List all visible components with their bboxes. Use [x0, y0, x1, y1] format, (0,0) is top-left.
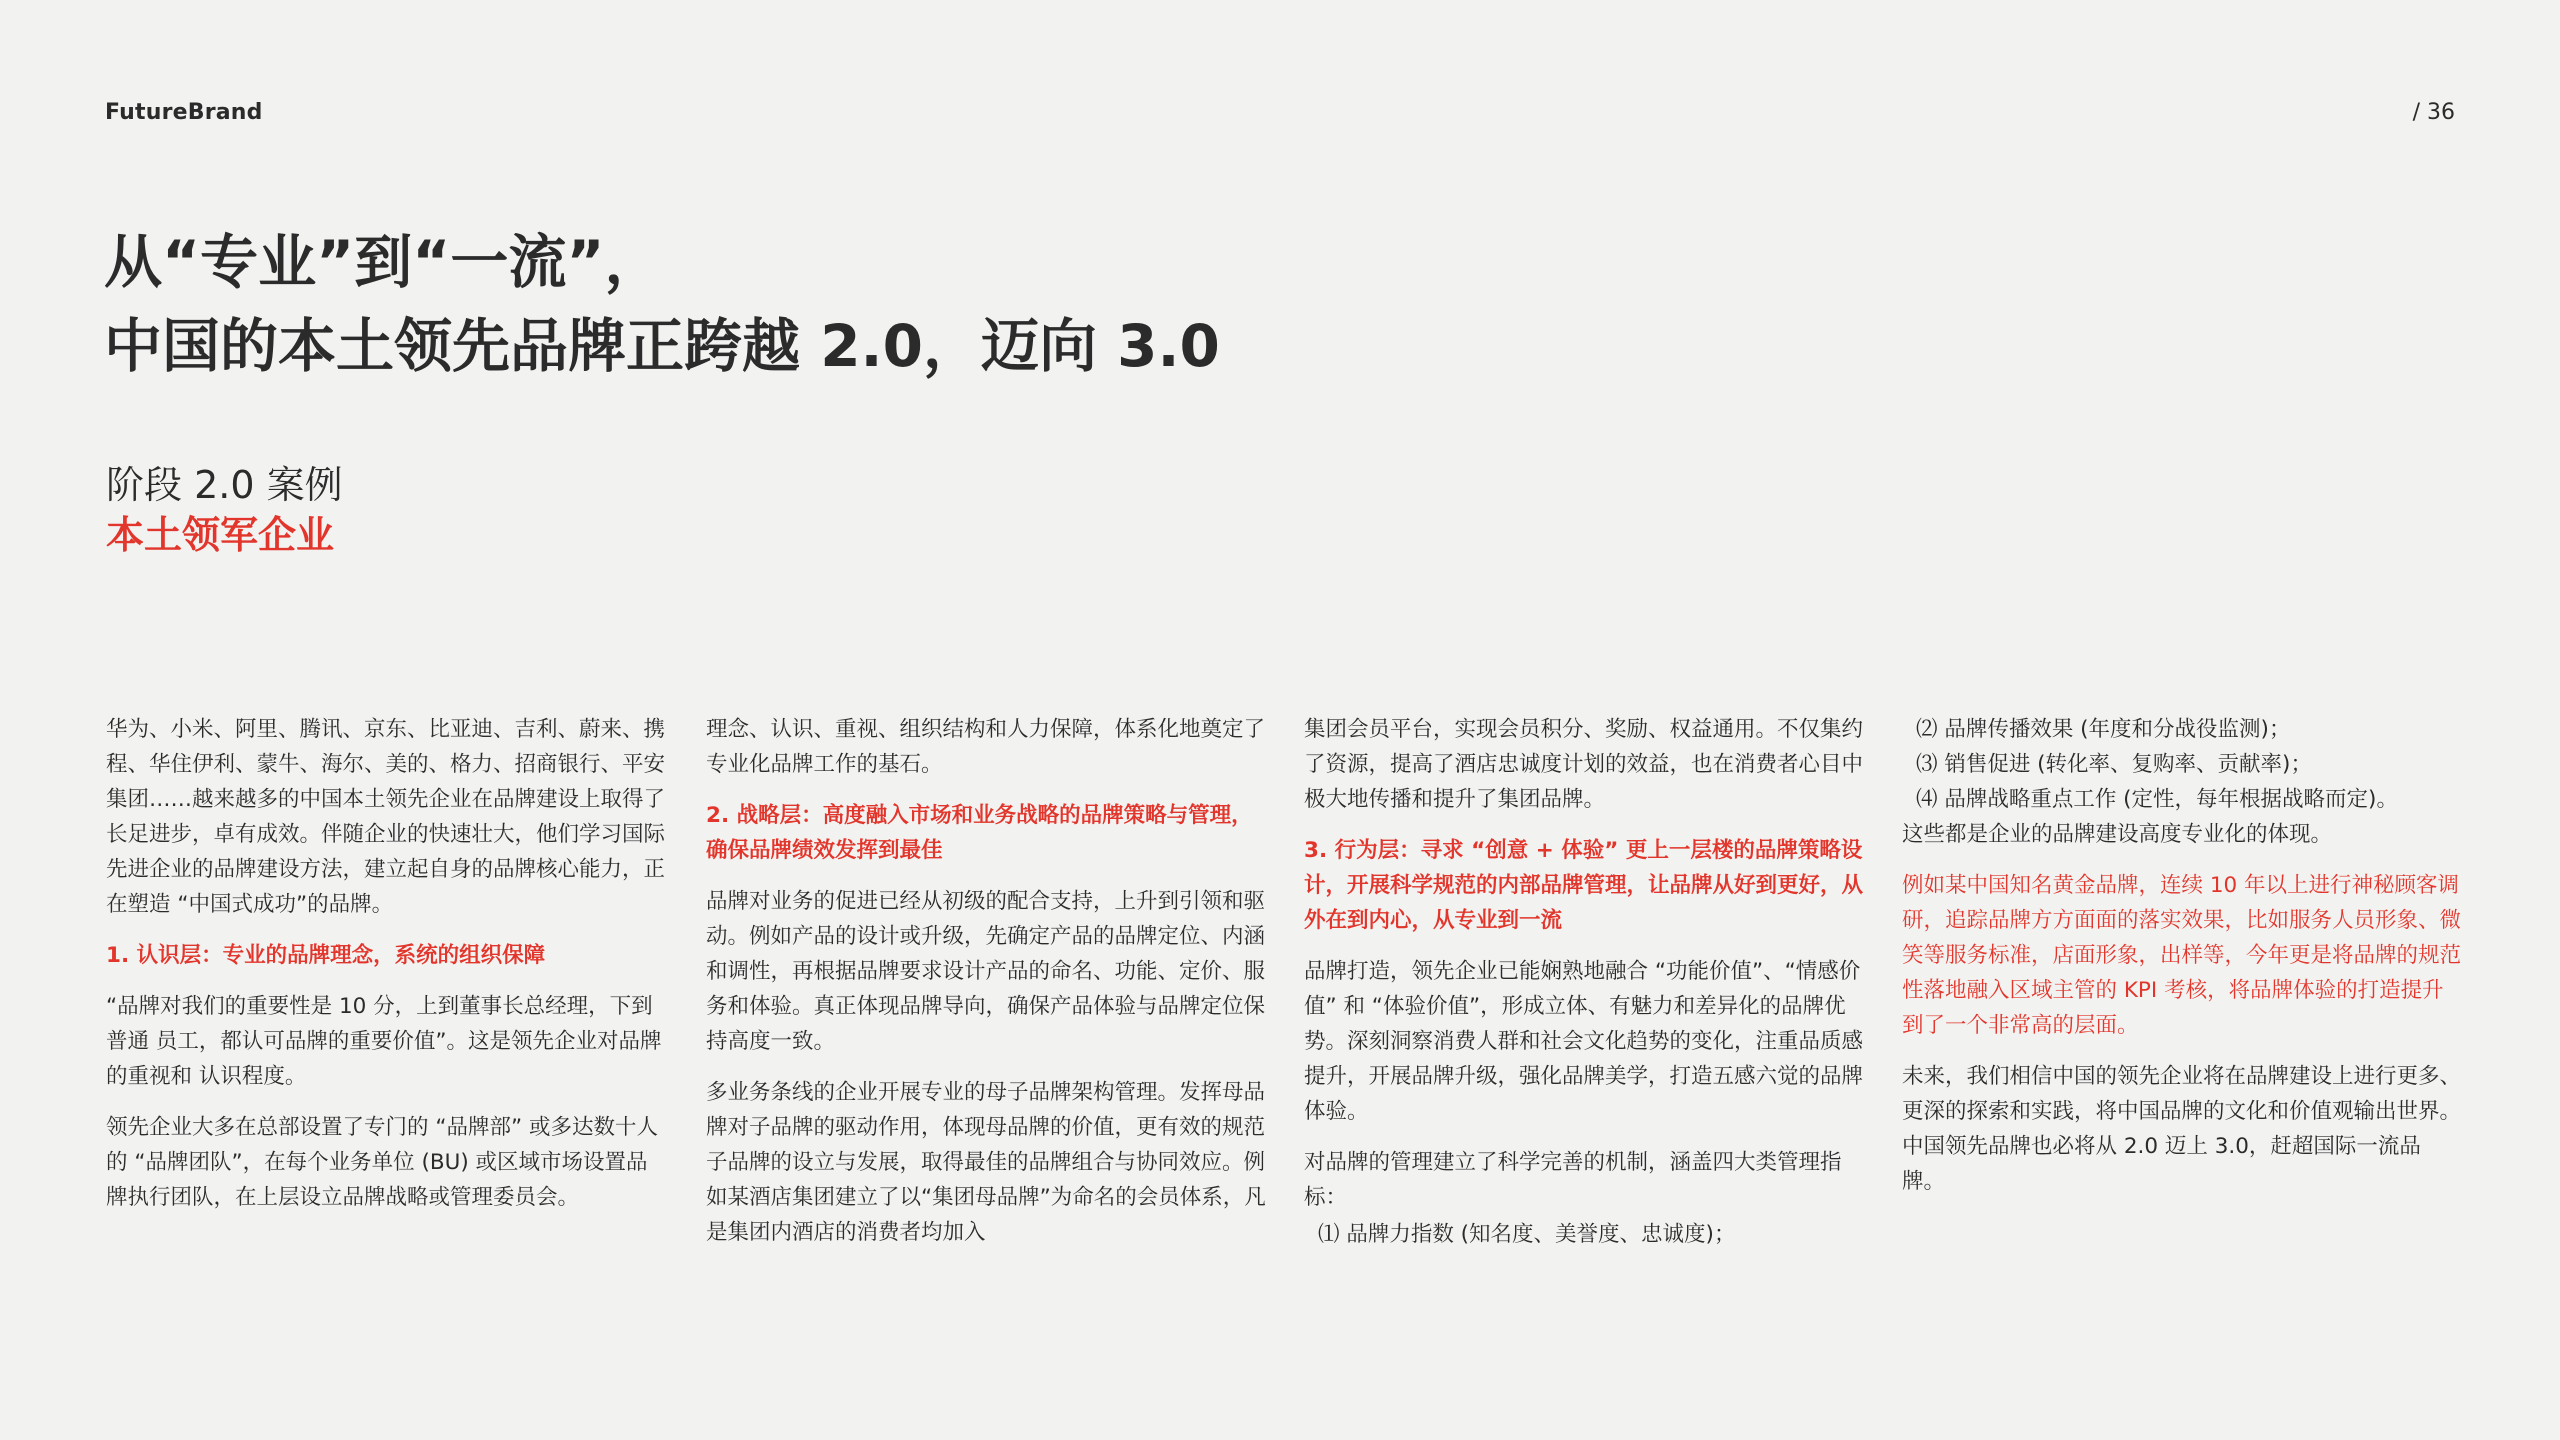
paragraph: 未来，我们相信中国的领先企业将在品牌建设上进行更多、更深的探索和实践，将中国品牌的文化和价值观输出世界。中国领先品牌也必将从 2.0 迈上 3.0，赶超国际一流品牌。	[1902, 1064, 2462, 1194]
paragraph: 品牌打造，领先企业已能娴熟地融合 “功能价值”、“情感价值” 和 “体验价值”，形成立体、有魅力和差异化的品牌优势。深刻洞察消费人群和社会文化趋势的变化，注重品质感提升，开展品牌升级，强化品牌美学，打造五感六觉的品牌体验。	[1304, 959, 1864, 1124]
paragraph: 领先企业大多在总部设置了专门的 “品牌部” 或多达数十人的 “品牌团队”，在每个业务单位 (BU) 或区域市场设置品牌执行团队，在上层设立品牌战略或管理委员会。	[106, 1115, 658, 1210]
paragraph: 这些都是企业的品牌建设高度专业化的体现。	[1902, 822, 2333, 847]
page-title-line-2: 中国的本土领先品牌正跨越 2.0，迈向 3.0	[104, 312, 1220, 380]
body-columns	[106, 712, 2466, 1272]
section-heading-cognition: 1. 认识层：专业的品牌理念，系统的组织保障	[106, 943, 546, 968]
list-item: ⑵ 品牌传播效果 (年度和分战役监测)；	[1916, 717, 2291, 742]
paragraph: “品牌对我们的重要性是 10 分，上到董事长总经理，下到普通 员工，都认可品牌的重要价值”。这是领先企业对品牌的重视和 认识程度。	[106, 994, 662, 1089]
paragraph: 对品牌的管理建立了科学完善的机制，涵盖四大类管理指标：	[1304, 1150, 1842, 1210]
column-2	[706, 712, 1266, 1266]
stage-label: 阶段 2.0 案例	[106, 463, 343, 507]
list-item: ⑷ 品牌战略重点工作 (定性，每年根据战略而定)。	[1916, 787, 2398, 812]
column-3	[1304, 712, 1864, 1252]
paragraph: 品牌对业务的促进已经从初级的配合支持，上升到引领和驱动。例如产品的设计或升级，先确定产品的品牌定位、内涵和调性，再根据品牌要求设计产品的命名、功能、定价、服务和体验。真正体现品牌导向，确保产品体验与品牌定位保持高度一致。	[706, 889, 1266, 1054]
paragraph: 华为、小米、阿里、腾讯、京东、比亚迪、吉利、蔚来、携程、华住伊利、蒙牛、海尔、美的、格力、招商银行、平安集团……越来越多的中国本土领先企业在品牌建设上取得了长足进步，卓有成效。伴随企业的快速壮大，他们学习国际先进企业的品牌建设方法，建立起自身的品牌核心能力，正在塑造 “中国式成功”的品牌。	[106, 717, 666, 917]
paragraph: 多业务条线的企业开展专业的母子品牌架构管理。发挥母品牌对子品牌的驱动作用，体现母品牌的价值，更有效的规范子品牌的设立与发展，取得最佳的品牌组合与协同效应。例如某酒店集团建立了以“集团母品牌”为命名的会员体系，凡是集团内酒店的消费者均加入	[706, 1080, 1266, 1245]
paragraph: 理念、认识、重视、组织结构和人力保障，体系化地奠定了专业化品牌工作的基石。	[706, 717, 1266, 777]
page-title	[104, 220, 1704, 388]
list-item: ⑶ 销售促进 (转化率、复购率、贡献率)；	[1916, 752, 2312, 777]
section-heading-behavior: 3. 行为层：寻求 “创意 + 体验” 更上一层楼的品牌策略设计，开展科学规范的内部品牌管理，让品牌从好到更好，从外在到内心，从专业到一流	[1304, 838, 1864, 933]
page-number: / 36	[2412, 100, 2455, 125]
paragraph: 集团会员平台，实现会员积分、奖励、权益通用。不仅集约了资源，提高了酒店忠诚度计划的效益，也在消费者心目中极大地传播和提升了集团品牌。	[1304, 717, 1864, 812]
column-4	[1902, 712, 2462, 1215]
list-item: ⑴ 品牌力指数 (知名度、美誉度、忠诚度)；	[1318, 1222, 1736, 1247]
section-heading-strategy: 2. 战略层：高度融入市场和业务战略的品牌策略与管理，确保品牌绩效发挥到最佳	[706, 803, 1253, 863]
brand-logo-text: FutureBrand	[105, 100, 263, 125]
highlighted-case-paragraph: 例如某中国知名黄金品牌，连续 10 年以上进行神秘顾客调研，追踪品牌方方面面的落实效果，比如服务人员形象、微笑等服务标准，店面形象，出样等，今年更是将品牌的规范性落地融入区域主管的 KPI 考核，将品牌体验的打造提升到了一个非常高的层面。	[1902, 873, 2462, 1038]
column-1	[106, 712, 666, 1231]
section-subtitle	[106, 460, 343, 560]
page-title-line-1: 从“专业”到“一流”，	[104, 228, 663, 296]
case-label: 本土领军企业	[106, 513, 335, 557]
